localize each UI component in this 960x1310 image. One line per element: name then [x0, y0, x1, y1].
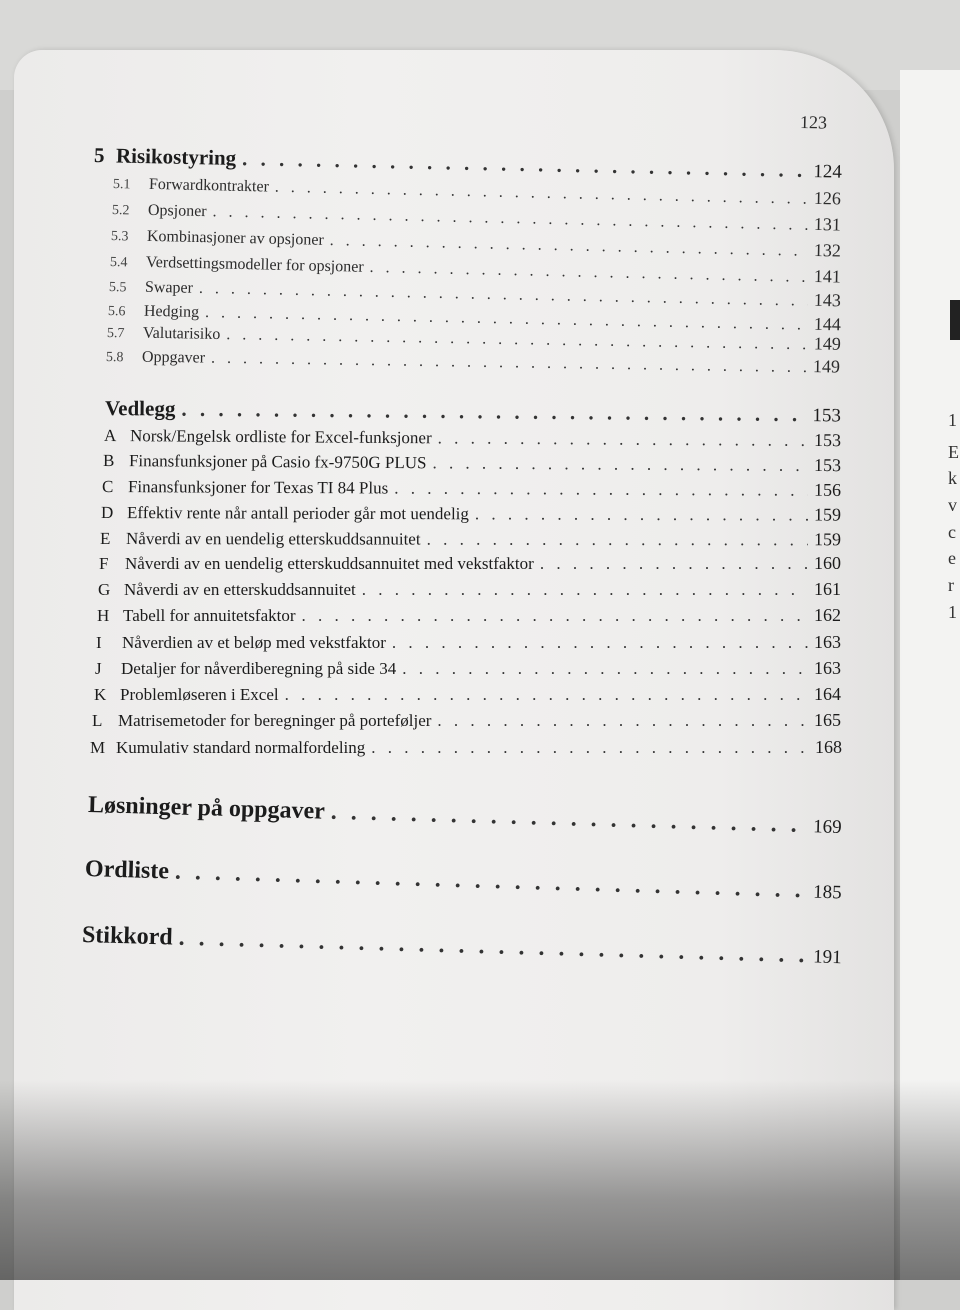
leader-dots	[175, 859, 808, 905]
toc-section: 5.7 Valutarisiko . . . 149	[107, 321, 841, 355]
chapter-title: Risikostyring	[115, 143, 237, 170]
toc-appendix-item: J Detaljer for nåverdiberegning på side 34 . . . 163	[95, 658, 841, 679]
leader-dots	[211, 350, 807, 377]
leader-dots	[302, 606, 808, 626]
toc-appendix-item: M Kumulativ standard normalfordeling . . . 168	[90, 737, 842, 758]
toc-solutions: Løsninger på oppgaver . . . 169	[88, 792, 842, 840]
leader-dots	[394, 479, 808, 501]
toc-appendix-heading: Vedlegg . . . 153	[105, 396, 841, 427]
leader-dots	[178, 925, 807, 970]
toc-section: 5.6 Hedging . . . 144	[108, 299, 841, 335]
toc-section: 5.8 Oppgaver . . . 149	[106, 345, 840, 378]
facing-page-glyph: 1	[948, 602, 957, 622]
leader-dots	[181, 397, 806, 427]
leader-dots	[438, 428, 808, 451]
toc-appendix-item: I Nåverdien av et beløp med vekstfaktor . . . 163	[96, 632, 841, 653]
hand-shadow	[0, 1080, 960, 1280]
facing-page-glyph: 1	[948, 410, 957, 430]
toc-appendix-item: C Finansfunksjoner for Texas TI 84 Plus . . . 156	[102, 476, 841, 501]
facing-page-glyph: e	[948, 548, 956, 568]
toc-section: 5.5 Swaper . . . 143	[109, 275, 841, 311]
facing-page-glyph: r	[948, 575, 954, 595]
toc-glossary: Ordliste . . . 185	[85, 856, 842, 905]
leader-dots	[371, 738, 809, 758]
toc-appendix-item: E Nåverdi av en uendelig etterskuddsannuitet . . . 159	[100, 528, 841, 550]
leader-dots	[285, 685, 808, 705]
toc-appendix-item: A Norsk/Engelsk ordliste for Excel-funksjoner . . . 153	[104, 425, 841, 451]
toc-appendix-item: G Nåverdi av en etterskuddsannuitet . . . 161	[98, 579, 841, 600]
toc-section: 5.2 Opsjoner . . . 131	[112, 198, 841, 236]
toc-appendix-item: B Finansfunksjoner på Casio fx-9750G PLUS . . . 153	[103, 450, 841, 476]
leader-dots	[437, 711, 808, 731]
toc-appendix-item: L Matrisemetoder for beregninger på porteføljer . . . 165	[92, 710, 841, 731]
page-number: 124	[813, 161, 843, 183]
facing-page-glyph: k	[948, 468, 957, 488]
toc-section: 5.3 Kombinasjoner av opsjoner . . . 132	[111, 224, 841, 262]
toc-section: 5.1 Forwardkontrakter . . . 126	[113, 172, 841, 210]
facing-page-glyph: E	[948, 442, 959, 462]
toc-appendix-item: F Nåverdi av en uendelig etterskuddsannuitet med vekstfaktor . . . 160	[99, 553, 841, 574]
toc-section: 5.4 Verdsettingsmodeller for opsjoner . . . 141	[110, 250, 841, 288]
facing-page-glyph: c	[948, 522, 956, 542]
leader-dots	[432, 453, 808, 476]
toc-index: Stikkord . . . 191	[82, 922, 842, 970]
leader-dots	[402, 659, 808, 679]
chapter-number: 5	[93, 143, 105, 168]
toc-appendix-item: H Tabell for annuitetsfaktor . . . 162	[97, 605, 841, 626]
leader-dots	[330, 799, 807, 839]
facing-page-glyph: v	[948, 495, 957, 515]
toc-appendix-item: D Effektiv rente når antall perioder går mot uendelig . . . 159	[101, 502, 841, 526]
leader-dots	[475, 504, 808, 525]
toc-appendix-item: K Problemløseren i Excel . . . 164	[94, 684, 841, 705]
leader-dots	[392, 633, 808, 653]
leader-dots	[540, 554, 808, 574]
leader-dots	[427, 530, 808, 551]
toc-top-page-number: 123	[799, 112, 828, 133]
leader-dots	[362, 580, 808, 600]
